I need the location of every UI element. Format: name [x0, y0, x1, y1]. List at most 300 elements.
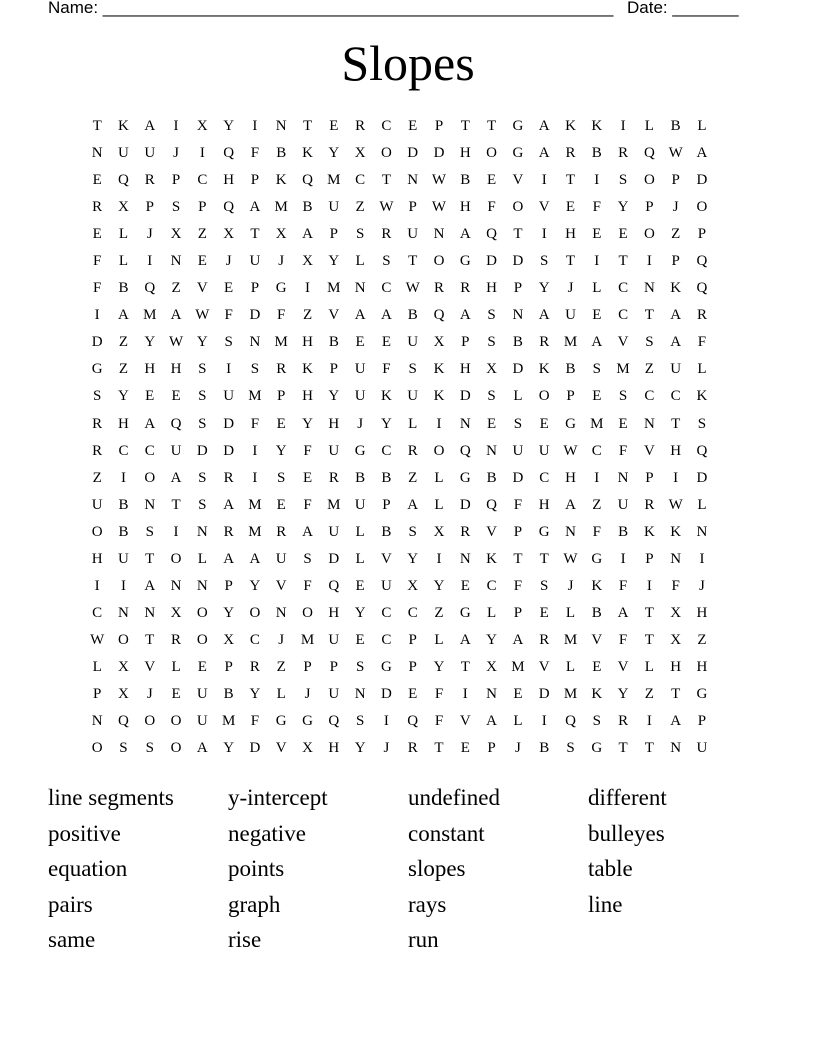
grid-letter[interactable]: B	[381, 469, 392, 486]
grid-letter[interactable]: O	[170, 740, 182, 757]
grid-letter[interactable]: L	[565, 604, 576, 621]
grid-letter[interactable]: Y	[118, 388, 129, 405]
grid-letter[interactable]: Z	[197, 226, 207, 243]
grid-letter[interactable]: W	[431, 172, 447, 189]
grid-letter[interactable]: H	[565, 469, 576, 486]
grid-letter[interactable]: A	[670, 713, 682, 730]
grid-letter[interactable]: P	[697, 713, 707, 730]
grid-letter[interactable]: L	[355, 523, 365, 540]
grid-letter[interactable]: I	[226, 361, 232, 378]
grid-letter[interactable]: T	[671, 415, 681, 432]
grid-letter[interactable]: R	[565, 145, 576, 162]
grid-letter[interactable]: Z	[171, 280, 181, 297]
grid-letter[interactable]: R	[696, 307, 707, 324]
grid-letter[interactable]: A	[249, 550, 261, 567]
grid-letter[interactable]: F	[303, 577, 312, 594]
grid-letter[interactable]: G	[302, 713, 313, 730]
grid-letter[interactable]: U	[328, 442, 340, 459]
grid-letter[interactable]: E	[171, 388, 181, 405]
grid-letter[interactable]: T	[250, 226, 260, 243]
grid-letter[interactable]: Q	[302, 172, 313, 189]
grid-letter[interactable]: F	[382, 361, 391, 378]
grid-letter[interactable]: L	[355, 253, 365, 270]
grid-letter[interactable]: J	[567, 280, 574, 297]
grid-letter[interactable]: U	[328, 631, 340, 648]
grid-letter[interactable]: Y	[380, 415, 392, 432]
grid-letter[interactable]: T	[644, 740, 654, 757]
grid-letter[interactable]: I	[147, 253, 153, 270]
grid-letter[interactable]: V	[486, 523, 498, 540]
grid-letter[interactable]: N	[196, 523, 208, 540]
name-label[interactable]: Name: ______________________________________________________	[48, 0, 614, 17]
grid-letter[interactable]: R	[144, 172, 155, 189]
grid-letter[interactable]: S	[566, 740, 575, 757]
grid-letter[interactable]: A	[407, 496, 419, 513]
grid-letter[interactable]: N	[486, 442, 498, 459]
grid-letter[interactable]: N	[459, 550, 471, 567]
grid-letter[interactable]: C	[381, 280, 392, 297]
grid-letter[interactable]: K	[275, 172, 287, 189]
grid-letter[interactable]: X	[170, 604, 182, 621]
grid-letter[interactable]: H	[328, 415, 340, 432]
grid-letter[interactable]: J	[672, 199, 679, 216]
grid-letter[interactable]: W	[405, 280, 420, 297]
grid-letter[interactable]: L	[434, 496, 444, 513]
grid-letter[interactable]: T	[145, 550, 155, 567]
grid-letter[interactable]: X	[670, 631, 682, 648]
grid-letter[interactable]: U	[512, 442, 524, 459]
grid-letter[interactable]: P	[224, 577, 233, 594]
grid-letter[interactable]: K	[433, 361, 445, 378]
grid-letter[interactable]: Q	[459, 442, 471, 459]
grid-letter[interactable]: J	[146, 686, 153, 702]
grid-letter[interactable]: K	[670, 280, 682, 297]
grid-letter[interactable]: B	[328, 334, 339, 351]
grid-letter[interactable]: F	[224, 307, 233, 324]
grid-letter[interactable]: U	[196, 713, 208, 730]
grid-letter[interactable]: Q	[696, 253, 708, 270]
grid-letter[interactable]: A	[302, 226, 313, 243]
grid-letter[interactable]: B	[276, 145, 287, 162]
grid-letter[interactable]: R	[460, 523, 471, 540]
grid-letter[interactable]: E	[224, 280, 234, 297]
grid-letter[interactable]: T	[565, 172, 576, 189]
grid-letter[interactable]: P	[487, 740, 496, 757]
grid-letter[interactable]: O	[196, 631, 208, 648]
grid-letter[interactable]: F	[618, 442, 628, 459]
grid-letter[interactable]: J	[357, 415, 364, 432]
grid-letter[interactable]: U	[354, 361, 366, 378]
grid-letter[interactable]: A	[196, 740, 208, 757]
grid-letter[interactable]: I	[383, 713, 389, 730]
grid-letter[interactable]: G	[696, 686, 708, 702]
grid-letter[interactable]: Q	[696, 280, 708, 297]
grid-letter[interactable]: A	[144, 577, 156, 594]
grid-letter[interactable]: F	[513, 577, 523, 594]
grid-letter[interactable]: M	[274, 334, 288, 351]
grid-letter[interactable]: Z	[276, 658, 286, 675]
grid-letter[interactable]: L	[171, 658, 181, 675]
grid-letter[interactable]: I	[594, 172, 600, 189]
grid-letter[interactable]: R	[92, 199, 103, 216]
grid-letter[interactable]: D	[249, 740, 261, 757]
grid-letter[interactable]: Y	[302, 415, 313, 432]
grid-letter[interactable]: K	[696, 388, 708, 405]
grid-letter[interactable]: Y	[275, 442, 287, 459]
grid-letter[interactable]: H	[696, 658, 708, 675]
grid-letter[interactable]: X	[223, 631, 235, 648]
grid-letter[interactable]: U	[328, 523, 340, 540]
grid-letter[interactable]: Y	[328, 253, 340, 270]
grid-letter[interactable]: Y	[223, 118, 235, 135]
grid-letter[interactable]: A	[170, 469, 182, 486]
grid-letter[interactable]: O	[196, 604, 208, 621]
grid-letter[interactable]: A	[354, 307, 366, 324]
grid-letter[interactable]: D	[512, 253, 524, 270]
grid-letter[interactable]: B	[539, 740, 550, 757]
grid-letter[interactable]: S	[540, 577, 549, 594]
grid-letter[interactable]: O	[302, 604, 313, 621]
grid-letter[interactable]: P	[697, 226, 707, 243]
grid-letter[interactable]: F	[592, 199, 601, 216]
grid-letter[interactable]: N	[354, 280, 366, 297]
grid-letter[interactable]: I	[173, 118, 179, 135]
grid-letter[interactable]: K	[380, 388, 392, 405]
grid-letter[interactable]: L	[697, 118, 707, 135]
grid-letter[interactable]: E	[539, 415, 549, 432]
grid-letter[interactable]: A	[670, 307, 682, 324]
grid-letter[interactable]: I	[541, 226, 547, 243]
grid-letter[interactable]: J	[173, 145, 179, 162]
grid-letter[interactable]: P	[250, 280, 260, 297]
grid-letter[interactable]: Y	[144, 334, 156, 351]
grid-letter[interactable]: Y	[617, 686, 629, 702]
grid-letter[interactable]: C	[618, 307, 629, 324]
grid-letter[interactable]: A	[302, 523, 313, 540]
grid-letter[interactable]: N	[512, 307, 524, 324]
grid-letter[interactable]: W	[668, 496, 683, 513]
grid-letter[interactable]: O	[380, 145, 392, 162]
grid-letter[interactable]: K	[591, 577, 603, 594]
grid-letter[interactable]: E	[92, 172, 102, 189]
grid-letter[interactable]: I	[305, 280, 311, 297]
grid-letter[interactable]: B	[565, 361, 576, 378]
grid-letter[interactable]: Q	[118, 713, 129, 730]
grid-letter[interactable]: K	[486, 550, 498, 567]
grid-letter[interactable]: C	[381, 442, 392, 459]
grid-letter[interactable]: P	[329, 658, 338, 675]
grid-letter[interactable]: N	[170, 577, 182, 594]
grid-letter[interactable]: N	[91, 145, 103, 162]
grid-letter[interactable]: Q	[565, 713, 576, 730]
grid-letter[interactable]: I	[252, 118, 258, 135]
grid-letter[interactable]: I	[541, 713, 547, 730]
grid-letter[interactable]: E	[197, 658, 207, 675]
grid-letter[interactable]: T	[618, 740, 628, 757]
grid-letter[interactable]: Y	[328, 145, 340, 162]
grid-letter[interactable]: P	[645, 550, 654, 567]
grid-letter[interactable]: F	[618, 577, 628, 594]
grid-letter[interactable]: E	[565, 199, 576, 216]
grid-letter[interactable]: I	[646, 713, 652, 730]
grid-letter[interactable]: L	[434, 631, 444, 648]
grid-letter[interactable]: B	[486, 469, 497, 486]
grid-letter[interactable]: Y	[617, 199, 629, 216]
grid-letter[interactable]: D	[91, 334, 103, 351]
grid-letter[interactable]: M	[327, 280, 341, 297]
grid-letter[interactable]: G	[591, 550, 603, 567]
grid-letter[interactable]: T	[644, 631, 654, 648]
grid-letter[interactable]: N	[433, 226, 445, 243]
grid-letter[interactable]: H	[170, 361, 182, 378]
grid-letter[interactable]: R	[618, 145, 629, 162]
grid-letter[interactable]: I	[94, 577, 100, 594]
grid-letter[interactable]: P	[145, 199, 154, 216]
grid-letter[interactable]: P	[513, 280, 523, 297]
grid-letter[interactable]: I	[673, 469, 679, 486]
grid-letter[interactable]: G	[565, 415, 576, 432]
grid-letter[interactable]: L	[434, 469, 444, 486]
grid-letter[interactable]: C	[644, 388, 655, 405]
grid-letter[interactable]: T	[671, 686, 681, 702]
grid-letter[interactable]: I	[594, 469, 600, 486]
grid-letter[interactable]: R	[434, 280, 445, 297]
grid-letter[interactable]: K	[643, 523, 655, 540]
grid-letter[interactable]: Q	[223, 145, 235, 162]
grid-letter[interactable]: A	[459, 631, 471, 648]
grid-letter[interactable]: P	[329, 361, 338, 378]
grid-letter[interactable]: Q	[696, 442, 708, 459]
grid-letter[interactable]: C	[486, 577, 497, 594]
grid-letter[interactable]: T	[460, 658, 470, 675]
grid-letter[interactable]: W	[431, 199, 447, 216]
grid-letter[interactable]: M	[563, 334, 578, 351]
grid-letter[interactable]: B	[223, 686, 234, 702]
grid-letter[interactable]: G	[91, 361, 103, 378]
grid-letter[interactable]: D	[486, 253, 498, 270]
grid-letter[interactable]: F	[671, 577, 680, 594]
grid-letter[interactable]: I	[646, 253, 652, 270]
grid-letter[interactable]: N	[565, 523, 576, 540]
grid-letter[interactable]: N	[459, 415, 471, 432]
grid-letter[interactable]: T	[145, 631, 155, 648]
grid-letter[interactable]: Q	[486, 226, 498, 243]
grid-letter[interactable]: L	[644, 658, 654, 675]
grid-letter[interactable]: H	[459, 199, 471, 216]
grid-letter[interactable]: H	[144, 361, 156, 378]
grid-letter[interactable]: D	[512, 469, 524, 486]
grid-letter[interactable]: D	[538, 686, 550, 702]
grid-letter[interactable]: C	[144, 442, 155, 459]
grid-letter[interactable]: X	[302, 740, 313, 757]
grid-letter[interactable]: A	[538, 118, 550, 135]
grid-letter[interactable]: V	[591, 631, 603, 648]
grid-letter[interactable]: R	[276, 523, 287, 540]
grid-letter[interactable]: O	[512, 199, 524, 216]
grid-letter[interactable]: H	[328, 740, 340, 757]
grid-letter[interactable]: W	[168, 334, 184, 351]
grid-letter[interactable]: F	[92, 253, 102, 270]
grid-letter[interactable]: N	[643, 415, 655, 432]
grid-letter[interactable]: Y	[538, 280, 550, 297]
grid-letter[interactable]: D	[459, 496, 471, 513]
grid-letter[interactable]: F	[250, 713, 260, 730]
grid-letter[interactable]: E	[302, 469, 313, 486]
grid-letter[interactable]: I	[594, 253, 600, 270]
grid-letter[interactable]: F	[487, 199, 496, 216]
grid-letter[interactable]: R	[171, 631, 182, 648]
grid-letter[interactable]: M	[563, 631, 578, 648]
grid-letter[interactable]: R	[407, 740, 418, 757]
grid-letter[interactable]: V	[538, 658, 550, 675]
grid-letter[interactable]: H	[459, 145, 471, 162]
grid-letter[interactable]: C	[381, 604, 392, 621]
grid-letter[interactable]: R	[223, 523, 234, 540]
grid-letter[interactable]: M	[221, 713, 236, 730]
grid-letter[interactable]: H	[223, 172, 235, 189]
grid-letter[interactable]: C	[197, 172, 208, 189]
grid-letter[interactable]: P	[671, 172, 680, 189]
grid-letter[interactable]: N	[407, 172, 419, 189]
grid-letter[interactable]: V	[617, 334, 629, 351]
grid-letter[interactable]: B	[381, 523, 392, 540]
grid-letter[interactable]: K	[565, 118, 576, 135]
grid-letter[interactable]: P	[329, 226, 338, 243]
grid-letter[interactable]: T	[381, 172, 391, 189]
grid-letter[interactable]: D	[696, 172, 708, 189]
grid-letter[interactable]: Q	[486, 496, 498, 513]
grid-letter[interactable]: L	[197, 550, 207, 567]
grid-letter[interactable]: A	[223, 550, 235, 567]
grid-letter[interactable]: S	[92, 388, 102, 405]
grid-letter[interactable]: G	[591, 740, 603, 757]
grid-letter[interactable]: P	[645, 199, 654, 216]
grid-letter[interactable]: Z	[644, 361, 654, 378]
grid-letter[interactable]: P	[224, 658, 233, 675]
grid-letter[interactable]: O	[91, 740, 103, 757]
grid-letter[interactable]: L	[118, 253, 129, 270]
grid-letter[interactable]: L	[697, 361, 707, 378]
grid-letter[interactable]: P	[408, 658, 417, 675]
grid-letter[interactable]: E	[539, 604, 549, 621]
grid-letter[interactable]: K	[538, 361, 550, 378]
grid-letter[interactable]: E	[592, 307, 602, 324]
grid-letter[interactable]: H	[302, 388, 313, 405]
grid-letter[interactable]: F	[250, 415, 260, 432]
grid-letter[interactable]: Q	[328, 713, 340, 730]
grid-letter[interactable]: Y	[328, 388, 340, 405]
grid-letter[interactable]: K	[670, 523, 682, 540]
grid-letter[interactable]: X	[196, 118, 208, 135]
grid-letter[interactable]: A	[538, 307, 550, 324]
grid-letter[interactable]: R	[539, 631, 550, 648]
grid-letter[interactable]: J	[304, 686, 311, 702]
grid-letter[interactable]: Z	[302, 307, 313, 324]
grid-letter[interactable]: I	[252, 442, 258, 459]
grid-letter[interactable]: D	[223, 415, 235, 432]
grid-letter[interactable]: O	[249, 604, 261, 621]
grid-letter[interactable]: U	[196, 686, 208, 702]
grid-letter[interactable]: N	[170, 253, 182, 270]
grid-letter[interactable]: F	[618, 631, 628, 648]
grid-letter[interactable]: A	[617, 604, 629, 621]
grid-letter[interactable]: S	[303, 550, 312, 567]
grid-letter[interactable]: B	[118, 523, 129, 540]
grid-letter[interactable]: T	[302, 118, 313, 135]
grid-letter[interactable]: G	[512, 118, 524, 135]
grid-letter[interactable]: O	[144, 713, 156, 730]
grid-letter[interactable]: S	[250, 361, 260, 378]
grid-letter[interactable]: R	[249, 658, 260, 675]
grid-letter[interactable]: N	[670, 740, 682, 757]
grid-letter[interactable]: X	[170, 226, 182, 243]
grid-letter[interactable]: X	[433, 334, 445, 351]
grid-letter[interactable]: P	[513, 604, 523, 621]
grid-letter[interactable]: O	[118, 631, 129, 648]
grid-letter[interactable]: D	[407, 145, 419, 162]
grid-letter[interactable]: Z	[644, 686, 654, 702]
grid-letter[interactable]: M	[248, 388, 262, 405]
grid-letter[interactable]: P	[250, 172, 260, 189]
grid-letter[interactable]: B	[118, 496, 129, 513]
grid-letter[interactable]: V	[617, 658, 629, 675]
grid-letter[interactable]: A	[249, 199, 261, 216]
grid-letter[interactable]: O	[643, 226, 655, 243]
grid-letter[interactable]: E	[197, 253, 207, 270]
grid-letter[interactable]: O	[144, 469, 156, 486]
grid-letter[interactable]: U	[170, 442, 182, 459]
grid-letter[interactable]: B	[407, 307, 418, 324]
grid-letter[interactable]: L	[513, 388, 523, 405]
grid-letter[interactable]: P	[408, 631, 417, 648]
grid-letter[interactable]: S	[540, 253, 549, 270]
grid-letter[interactable]: M	[300, 631, 315, 648]
grid-letter[interactable]: A	[565, 496, 576, 513]
grid-letter[interactable]: A	[144, 118, 156, 135]
grid-letter[interactable]: E	[355, 577, 365, 594]
grid-letter[interactable]: Y	[354, 604, 366, 621]
grid-letter[interactable]: W	[563, 550, 578, 567]
grid-letter[interactable]: N	[144, 496, 156, 513]
grid-letter[interactable]: B	[460, 172, 471, 189]
grid-letter[interactable]: B	[591, 145, 602, 162]
grid-letter[interactable]: E	[408, 118, 418, 135]
grid-letter[interactable]: T	[434, 740, 444, 757]
grid-letter[interactable]: E	[355, 631, 365, 648]
grid-letter[interactable]: I	[699, 550, 705, 567]
grid-letter[interactable]: I	[620, 118, 626, 135]
grid-letter[interactable]: O	[643, 172, 655, 189]
grid-letter[interactable]: X	[354, 145, 366, 162]
grid-letter[interactable]: A	[223, 496, 235, 513]
grid-letter[interactable]: W	[379, 199, 394, 216]
grid-letter[interactable]: S	[224, 334, 233, 351]
grid-letter[interactable]: U	[354, 388, 366, 405]
grid-letter[interactable]: I	[120, 577, 126, 594]
grid-letter[interactable]: U	[275, 550, 287, 567]
grid-letter[interactable]: U	[91, 496, 103, 513]
grid-letter[interactable]: P	[566, 388, 575, 405]
grid-letter[interactable]: K	[118, 118, 129, 135]
grid-letter[interactable]: D	[328, 550, 340, 567]
grid-letter[interactable]: X	[486, 361, 498, 378]
grid-letter[interactable]: S	[487, 334, 496, 351]
grid-letter[interactable]: Q	[407, 713, 419, 730]
grid-letter[interactable]: N	[275, 604, 287, 621]
grid-letter[interactable]: E	[92, 226, 102, 243]
grid-letter[interactable]: M	[327, 496, 341, 513]
grid-letter[interactable]: P	[513, 523, 523, 540]
